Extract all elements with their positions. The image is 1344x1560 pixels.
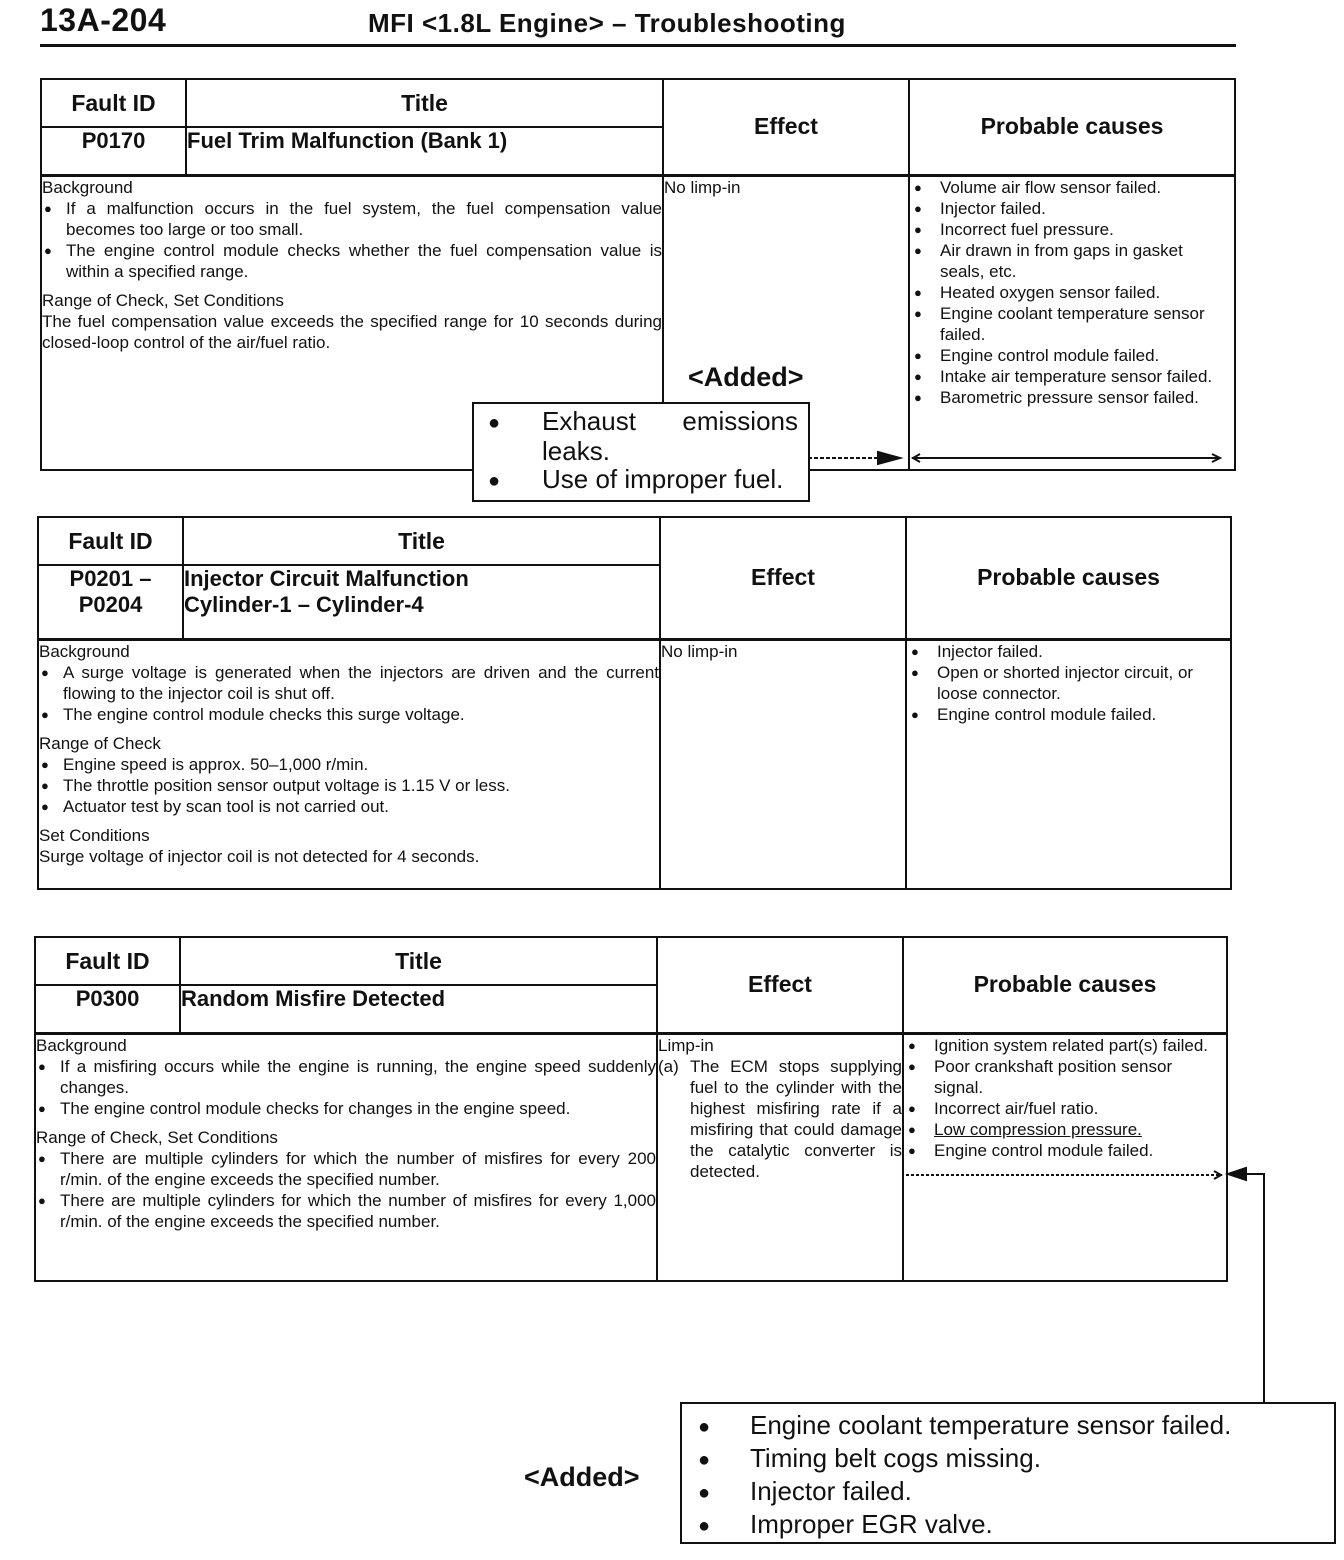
title-header: Title	[183, 517, 660, 565]
cause-item: ● Air drawn in from gaps in gasket seals, etc.	[910, 240, 1226, 282]
added-cause-item	[682, 1507, 1334, 1540]
page-title: MFI <1.8L Engine> – Troubleshooting	[368, 8, 846, 38]
cause-item: ● Ignition system related part(s) failed.	[904, 1035, 1218, 1056]
fault-title-line: Cylinder-1 – Cylinder-4	[184, 592, 424, 617]
section-heading: Range of Check	[39, 733, 161, 753]
added-cause-text: Injector failed.	[750, 1476, 912, 1506]
section-text: Surge voltage of injector coil is not detected for 4 seconds.	[39, 846, 480, 866]
cause-item: ● Open or shorted injector circuit, or loose connector.	[907, 662, 1222, 704]
section-heading: Background	[42, 177, 133, 197]
description-bullet: ● The engine control module checks this surge voltage.	[39, 704, 659, 725]
bullet-icon: ●	[698, 1449, 711, 1471]
cause-item: ● Engine control module failed.	[904, 1140, 1218, 1161]
description-bullet: ● If a misfiring occurs while the engine is running, the engine speed suddenly changes.	[36, 1056, 656, 1098]
cause-item: ● Engine control module failed.	[910, 345, 1226, 366]
fault-description	[38, 639, 660, 889]
bullet-icon: ●	[698, 1515, 711, 1537]
probable-causes-header: Probable causes	[906, 517, 1231, 639]
section-heading: Background	[36, 1035, 127, 1055]
fault-title	[183, 565, 660, 639]
effect-cell	[657, 1033, 903, 1281]
section-heading: Range of Check, Set Conditions	[42, 290, 284, 310]
effect-header: Effect	[657, 937, 903, 1033]
effect-heading: Limp-in	[658, 1035, 714, 1055]
page-code: 13A-204	[40, 2, 167, 38]
fault-title-line: Fuel Trim Malfunction (Bank 1)	[187, 128, 508, 153]
description-bullet: ● The engine control module checks whether the fuel compensation value is within a specified range.	[42, 240, 662, 282]
title-header: Title	[186, 79, 663, 127]
effect-header: Effect	[663, 79, 909, 175]
section-heading: Background	[39, 641, 130, 661]
added-cause-item	[474, 404, 808, 464]
section-text: The fuel compensation value exceeds the specified range for 10 seconds during closed-loop control of the air/fuel ratio.	[42, 311, 662, 352]
fault-id	[38, 565, 183, 639]
fault-title	[186, 127, 663, 175]
effect-header: Effect	[660, 517, 906, 639]
description-bullet: ● There are multiple cylinders for which the number of misfires for every 1,000 r/min. of the engine exceeds the specified number.	[36, 1190, 656, 1232]
section-heading: Range of Check, Set Conditions	[36, 1127, 278, 1147]
added-cause-item	[682, 1474, 1334, 1507]
effect-item	[658, 1056, 902, 1182]
cause-item: ● Injector failed.	[907, 641, 1222, 662]
cause-item: ● Incorrect air/fuel ratio.	[904, 1098, 1218, 1119]
description-bullet: ● If a malfunction occurs in the fuel system, the fuel compensation value becomes too large or too small.	[42, 198, 662, 240]
effect-item-text: The ECM stops supplying fuel to the cylinder with the highest misfiring rate if a misfiring that could damage the catalytic converter is detected.	[690, 1056, 902, 1181]
effect-cell	[660, 639, 906, 889]
section-heading: Set Conditions	[39, 825, 150, 845]
probable-causes-header: Probable causes	[903, 937, 1227, 1033]
effect-text: No limp-in	[664, 177, 741, 197]
added-cause-text: Timing belt cogs missing.	[750, 1443, 1041, 1473]
fault-id-header: Fault ID	[38, 517, 183, 565]
cause-item: ● Incorrect fuel pressure.	[910, 219, 1226, 240]
fault-id-header: Fault ID	[35, 937, 180, 985]
cause-item: ● Engine control module failed.	[907, 704, 1222, 725]
bullet-icon: ●	[488, 412, 501, 434]
fault-table-p0300	[34, 936, 1228, 1282]
effect-item-label: (a)	[658, 1056, 679, 1076]
fault-title-line: Injector Circuit Malfunction	[184, 566, 469, 591]
cause-item: ● Volume air flow sensor failed.	[910, 177, 1226, 198]
causes-cell	[909, 175, 1235, 470]
description-bullet: ● A surge voltage is generated when the injectors are driven and the current flowing to the injector coil is shut off.	[39, 662, 659, 704]
fault-id-line: P0300	[75, 986, 140, 1011]
cause-item: ● Engine coolant temperature sensor failed.	[910, 303, 1226, 345]
fault-description	[35, 1033, 657, 1281]
cause-item: ● Injector failed.	[910, 198, 1226, 219]
description-bullet: ● The throttle position sensor output voltage is 1.15 V or less.	[39, 775, 659, 796]
description-bullet: ● The engine control module checks for changes in the engine speed.	[36, 1098, 656, 1119]
fault-title-line: Random Misfire Detected	[181, 986, 446, 1011]
causes-cell	[906, 639, 1231, 889]
causes-cell	[903, 1033, 1227, 1281]
fault-title	[180, 985, 657, 1033]
added-label: <Added>	[688, 362, 804, 392]
header-divider	[40, 44, 1236, 47]
added-cause-item	[682, 1408, 1334, 1441]
cause-item: ● Intake air temperature sensor failed.	[910, 366, 1226, 387]
added-cause-text: Use of improper fuel.	[542, 464, 784, 494]
probable-causes-header: Probable causes	[909, 79, 1235, 175]
fault-id	[41, 127, 186, 175]
cause-item: ● Heated oxygen sensor failed.	[910, 282, 1226, 303]
bullet-icon: ●	[698, 1482, 711, 1504]
fault-table-p0201-p0204	[37, 516, 1232, 890]
fault-id-line: P0204	[78, 592, 143, 617]
cause-item: ● Low compression pressure.	[904, 1119, 1218, 1140]
added-cause-text: Improper EGR valve.	[750, 1509, 993, 1539]
added-cause-item	[474, 464, 808, 496]
description-bullet: ● Engine speed is approx. 50–1,000 r/min.	[39, 754, 659, 775]
fault-id	[35, 985, 180, 1033]
added-causes-box	[680, 1402, 1336, 1544]
added-causes-box	[472, 402, 810, 502]
bullet-icon: ●	[698, 1416, 711, 1438]
added-cause-text: Exhaust emissions leaks.	[542, 406, 798, 466]
bullet-icon: ●	[488, 470, 501, 492]
description-bullet: ● Actuator test by scan tool is not carried out.	[39, 796, 659, 817]
title-header: Title	[180, 937, 657, 985]
added-label: <Added>	[524, 1462, 640, 1492]
added-cause-item	[682, 1441, 1334, 1474]
description-bullet: ● There are multiple cylinders for which the number of misfires for every 200 r/min. of the engine exceeds the specified number.	[36, 1148, 656, 1190]
cause-item: ● Poor crankshaft position sensor signal.	[904, 1056, 1218, 1098]
cause-item: ● Barometric pressure sensor failed.	[910, 387, 1226, 408]
fault-id-line: P0201 –	[69, 566, 152, 591]
added-cause-text: Engine coolant temperature sensor failed.	[750, 1410, 1232, 1440]
fault-id-line: P0170	[81, 128, 146, 153]
effect-text: No limp-in	[661, 641, 738, 661]
fault-id-header: Fault ID	[41, 79, 186, 127]
